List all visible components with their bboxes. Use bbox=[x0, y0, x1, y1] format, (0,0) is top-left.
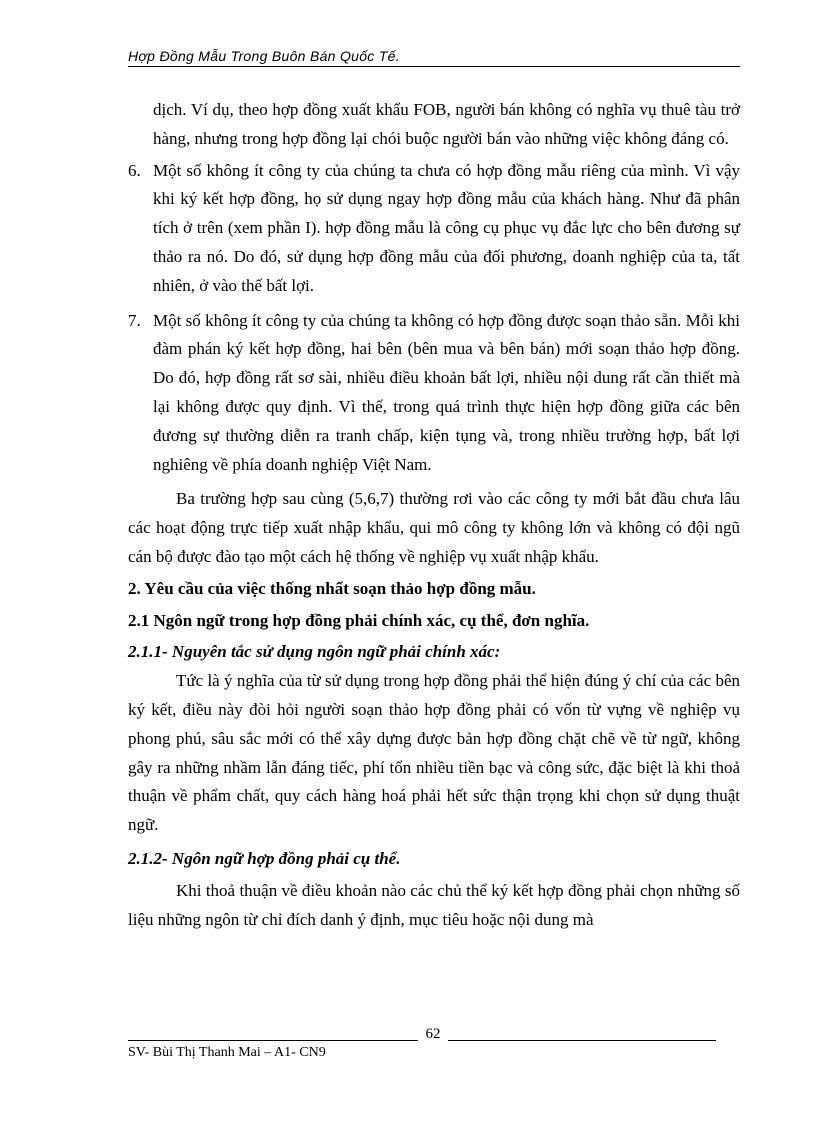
list-item-6 bbox=[128, 157, 740, 301]
paragraph-2-1-2: Khi thoả thuận về điều khoản nào các chủ thể ký kết hợp đồng phải chọn những số liệu những ngôn từ chỉ đích danh ý định, mục tiêu hoặc nội dung mà bbox=[128, 880, 740, 929]
paragraph-2-1-1: Tức là ý nghĩa của từ sử dụng trong hợp đồng phải thể hiện đúng ý chí của các bên ký kết, điều này đòi hỏi người soạn thảo hợp đồng phải có vốn từ vựng về nghiệp vụ phong phú, sâu sắc mới có thể xây dựng được bản hợp đồng chặt chẽ về từ ngữ, không gây ra những nhầm lẫn đáng tiếc, phí tổn nhiều tiền bạc và công sức, đặc biệt là khi thoả thuận về phẩm chất, quy cách hàng hoá phải hết sức thận trọng khi chọn sử dụng thuật ngữ. bbox=[128, 671, 740, 835]
section-heading-2-1: 2.1 Ngôn ngữ trong hợp đồng phải chính xác, cụ thể, đơn nghĩa. bbox=[128, 610, 590, 630]
running-header: Hợp Đồng Mẫu Trong Buôn Bán Quốc Tế. bbox=[128, 48, 740, 67]
section-heading-2-1-2: 2.1.2- Ngôn ngữ hợp đồng phải cụ thể. bbox=[128, 848, 401, 868]
section-heading-2: 2. Yêu cầu của việc thống nhất soạn thảo hợp đồng mẫu. bbox=[128, 578, 536, 598]
paragraph-three-cases: Ba trường hợp sau cùng (5,6,7) thường rơi vào các công ty mới bắt đầu chưa lâu các hoạt động trực tiếp xuất nhập khẩu, qui mô công ty không lớn và không có đội ngũ cán bộ được đào tạo một cách hệ thống về nghiệp vụ xuất nhập khẩu. bbox=[128, 489, 740, 566]
section-heading-2-1-1: 2.1.1- Nguyên tắc sử dụng ngôn ngữ phải chính xác: bbox=[128, 642, 501, 662]
list-item-text: Một số không ít công ty của chúng ta chưa có hợp đồng mẫu riêng của mình. Vì vậy khi ký kết hợp đồng, họ sử dụng ngay hợp đồng mẫu của khách hàng. Như đã phân tích ở trên (xem phần I). hợp đồng mẫu là công cụ phục vụ đắc lực cho bên đương sự thảo ra nó. Do đó, sử dụng hợp đồng mẫu của đối phương, doanh nghiệp của ta, tất nhiên, ở vào thế bất lợi. bbox=[153, 160, 740, 295]
footer-author: SV- Bùi Thị Thanh Mai – A1- CN9 bbox=[128, 1045, 326, 1060]
list-item-7 bbox=[128, 307, 740, 480]
paragraph-continuation: dịch. Ví dụ, theo hợp đồng xuất khẩu FOB, người bán không có nghĩa vụ thuê tàu trở hàng, nhưng trong hợp đồng lại chói buộc người bán vào những việc không đáng có. bbox=[153, 100, 740, 148]
page-content bbox=[128, 96, 740, 934]
list-number: 6. bbox=[128, 160, 141, 180]
list-item-text: Một số không ít công ty của chúng ta không có hợp đồng được soạn thảo sẵn. Mỗi khi đàm phán ký kết hợp đồng, hai bên (bên mua và bên bán) mới soạn thảo hợp đồng. Do đó, hợp đồng rất sơ sài, nhiều điều khoản bất lợi, nhiều nội dung rất cần thiết mà lại không được quy định. Vì thế, trong quá trình thực hiện hợp đồng giữa các bên đương sự thường diễn ra tranh chấp, kiện tụng và, trong nhiều trường hợp, bất lợi nghiêng về phía doanh nghiệp Việt Nam. bbox=[153, 310, 740, 474]
page-number: 62 bbox=[418, 1026, 448, 1042]
list-number: 7. bbox=[128, 310, 141, 330]
